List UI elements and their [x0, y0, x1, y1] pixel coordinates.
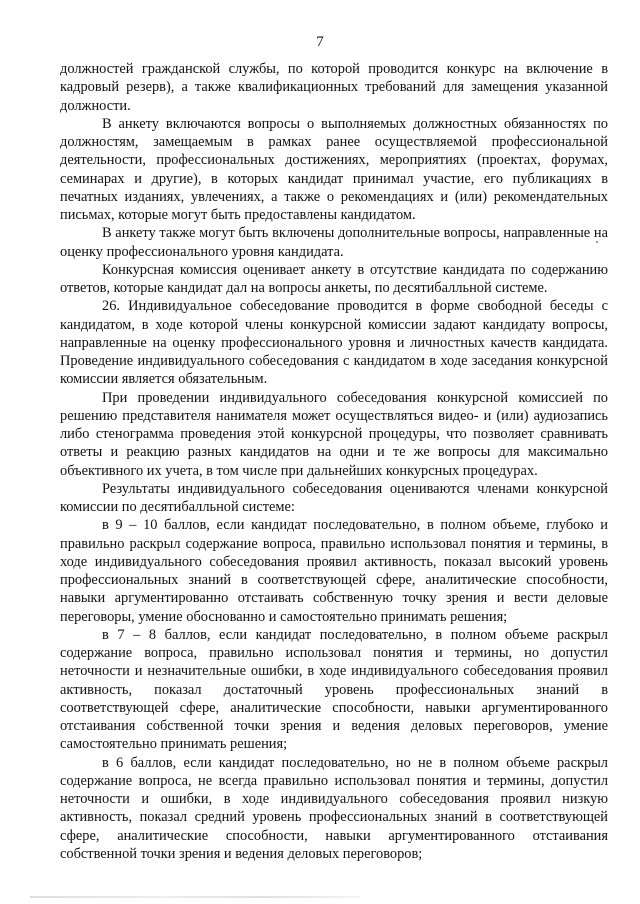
paragraph: При проведении индивидуального собеседования конкурсной комиссией по решению представителя нанимателя может осуществляться видео- и (или) аудиозапись либо стенограмма проведения этой конкурсной процедуры, что позволяет сравнивать ответы и реакцию разных кандидатов на одни и те же вопросы для максимально объективного их учета, в том числе при дальнейших конкурсных процедурах. — [60, 389, 608, 479]
scan-artifact — [596, 241, 598, 243]
paragraph: в 7 – 8 баллов, если кандидат последовательно, в полном объеме раскрыл содержание вопроса, правильно использовал понятия и термины, но допустил неточности и незначительные ошибки, в ходе индивидуального собеседования проявил активность, показал достаточный уровень профессиональных знаний в соответствующей сфере, аналитические способности, навыки аргументированного отстаивания собственной точки зрения и ведения деловых переговоров, умение самостоятельно принимать решения; — [60, 626, 608, 753]
document-body — [60, 60, 608, 863]
paragraph: Конкурсная комиссия оценивает анкету в отсутствие кандидата по содержанию ответов, которые кандидат дал на вопросы анкеты, по десятибалльной системе. — [60, 261, 608, 296]
scan-artifact — [30, 896, 360, 898]
page-number: 7 — [316, 34, 324, 50]
paragraph: 26. Индивидуальное собеседование проводится в форме свободной беседы с кандидатом, в ходе которой члены конкурсной комиссии задают кандидату вопросы, направленные на оценку профессионального уровня и личностных качеств кандидата. Проведение индивидуального собеседования с кандидатом в ходе заседания конкурсной комиссии является обязательным. — [60, 298, 608, 388]
paragraph: в 9 – 10 баллов, если кандидат последовательно, в полном объеме, глубоко и правильно раскрыл содержание вопроса, правильно использовал понятия и термины, в ходе индивидуального собеседования проявил активность, показал высокий уровень профессиональных знаний в соответствующей сфере, аналитические способности, навыки аргументированно отстаивать собственную точку зрения и вести деловые переговоры, умение обоснованно и самостоятельно принимать решения; — [60, 517, 608, 625]
paragraph: Результаты индивидуального собеседования оцениваются членами конкурсной комиссии по десятибалльной системе: — [60, 480, 608, 515]
paragraph: В анкету также могут быть включены дополнительные вопросы, направленные на оценку профессионального уровня кандидата. — [60, 225, 608, 260]
paragraph: В анкету включаются вопросы о выполняемых должностных обязанностях по должностям, замещаемым в рамках ранее осуществляемой профессиональной деятельности, профессиональных достижениях, мероприятиях (проектах, форумах, семинарах и другие), в которых кандидат принимал участие, его публикациях в печатных изданиях, увлечениях, а также о рекомендациях и (или) рекомендательных письмах, которые могут быть предоставлены кандидатом. — [60, 115, 608, 223]
paragraph: должностей гражданской службы, по которой проводится конкурс на включение в кадровый резерв), а также квалификационных требований для замещения указанной должности. — [60, 61, 608, 114]
paragraph: в 6 баллов, если кандидат последовательно, но не в полном объеме раскрыл содержание вопроса, не всегда правильно использовал понятия и термины, допустил неточности и ошибки, в ходе индивидуального собеседования проявил низкую активность, показал средний уровень профессиональных знаний в соответствующей сфере, аналитические способности, навыки аргументированного отстаивания собственной точки зрения и ведения деловых переговоров; — [60, 754, 608, 862]
